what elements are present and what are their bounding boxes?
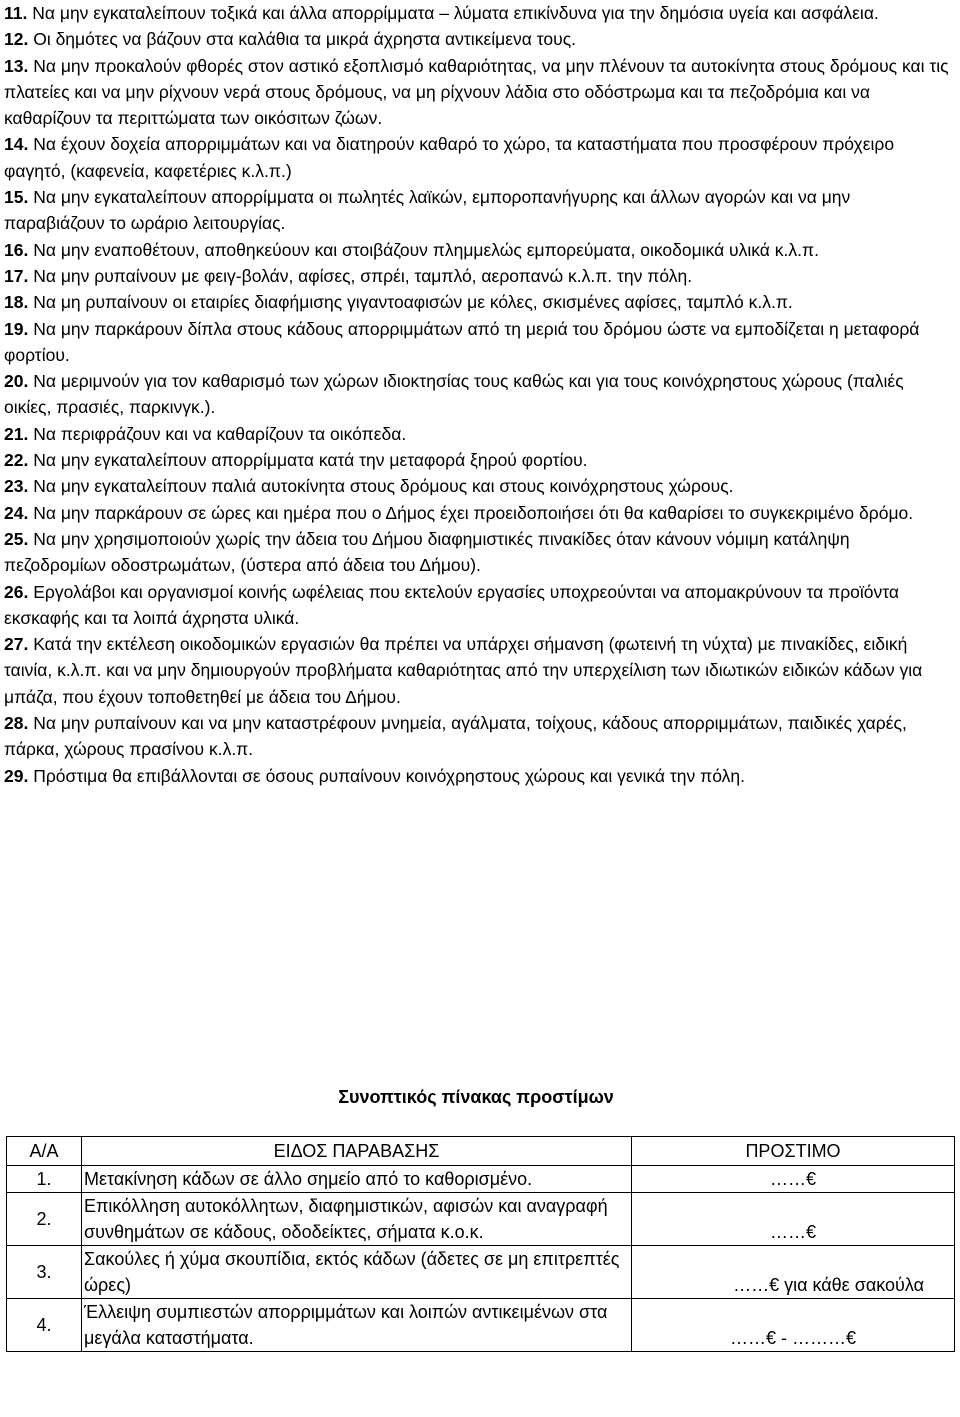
rule-number: 19. (4, 318, 29, 339)
cell-fine: ……€ για κάθε σακούλα (632, 1246, 955, 1299)
rule-item (4, 184, 952, 237)
rule-text: Να μην παρκάρουν δίπλα στους κάδους απορριμμάτων από τη μεριά του δρόμου ώστε να εμποδίζεται η μεταφορά φορτίου. (4, 318, 920, 365)
cell-aa: 1. (7, 1166, 82, 1193)
cell-aa: 3. (7, 1246, 82, 1299)
cell-fine: ……€ (632, 1193, 955, 1246)
table-row (7, 1193, 955, 1246)
cell-violation-type: Σακούλες ή χύμα σκουπίδια, εκτός κάδων (άδετες σε μη επιτρεπτές ώρες) (82, 1246, 632, 1299)
summary-table-title: Συνοπτικός πίνακας προστίμων (338, 1087, 614, 1107)
rule-number: 18. (4, 292, 29, 313)
rule-item (4, 473, 952, 499)
table-header-row (7, 1137, 955, 1166)
rule-text: Να μην χρησιμοποιούν χωρίς την άδεια του Δήμου διαφημιστικές πινακίδες όταν κάνουν νόμιμη κατάληψη πεζοδρομίων οδοστρωμάτων, (ύστερα από άδεια του Δήμου). (4, 528, 850, 576)
rule-text: Να έχουν δοχεία απορριμμάτων και να διατηρούν καθαρό το χώρο, τα καταστήματα που προσφέρουν πρόχειρο φαγητό, (καφενεία, καφετέριες κ.λ.π.) (4, 134, 895, 181)
rule-number: 17. (4, 265, 29, 286)
rule-number: 14. (4, 134, 29, 155)
rule-text: Οι δημότες να βάζουν στα καλάθια τα μικρά άχρηστα αντικείμενα τους. (33, 29, 577, 50)
rule-item (4, 263, 952, 289)
table-row (7, 1166, 955, 1193)
rule-item (4, 53, 952, 132)
fines-table (6, 1136, 955, 1352)
rule-text: Να μην εγκαταλείπουν απορρίμματα οι πωλητές λαϊκών, εμποροπανήγυρης και άλλων αγορών και να μην παραβιάζουν το ωράριο λειτουργίας. (4, 187, 851, 234)
regulations-list (4, 0, 952, 789)
cell-aa: 2. (7, 1193, 82, 1246)
rule-item (4, 526, 952, 579)
rule-text: Να μη ρυπαίνουν οι εταιρίες διαφήμισης γιγαντοαφισών με κόλες, σκισμένες αφίσες, ταμπλό κ.λ.π. (33, 292, 793, 313)
rule-item (4, 0, 952, 26)
rule-number: 20. (4, 371, 29, 392)
rule-number: 21. (4, 423, 29, 444)
rule-text: Εργολάβοι και οργανισμοί κοινής ωφέλειας που εκτελούν εργασίες υποχρεούνται να απομακρύνουν τα προϊόντα εκσκαφής και τα λοιπά άχρηστα υλικά. (4, 581, 900, 628)
rule-text: Να μην εναποθέτουν, αποθηκεύουν και στοιβάζουν πλημμελώς εμπορεύματα, οικοδομικά υλικά κ.λ.π. (33, 239, 819, 260)
rule-text: Κατά την εκτέλεση οικοδομικών εργασιών θα πρέπει να υπάρχει σήμανση (φωτεινή τη νύχτα) με πινακίδες, ειδική ταινία, κ.λ.π. και να μην δημιουργούν προβλήματα καθαριότητας από την υπερχείλιση των ιδιωτικών ειδικών κάδων για μπάζα, που έχουν τοποθετηθεί με άδεια του Δήμου. (4, 634, 923, 707)
rule-item (4, 631, 952, 710)
table-row (7, 1299, 955, 1352)
rule-number: 16. (4, 239, 29, 260)
rule-text: Να περιφράζουν και να καθαρίζουν τα οικόπεδα. (33, 423, 407, 444)
cell-violation-type: Επικόλληση αυτοκόλλητων, διαφημιστικών, αφισών και αναγραφή συνθημάτων σε κάδους, οδοδείκτες, σήματα κ.ο.κ. (82, 1193, 632, 1246)
rule-text: Να μην ρυπαίνουν με φειγ-βολάν, αφίσες, σπρέι, ταμπλό, αεροπανώ κ.λ.π. την πόλη. (33, 265, 693, 286)
rule-item (4, 500, 952, 526)
rule-number: 26. (4, 581, 29, 602)
rule-text: Πρόστιμα θα επιβάλλονται σε όσους ρυπαίνουν κοινόχρηστους χώρους και γενικά την πόλη. (33, 765, 745, 786)
rule-number: 23. (4, 476, 29, 497)
table-row (7, 1246, 955, 1299)
rule-text: Να μην εγκαταλείπουν απορρίμματα κατά την μεταφορά ξηρού φορτίου. (33, 450, 588, 471)
rule-item (4, 26, 952, 52)
rule-item (4, 710, 952, 763)
rule-number: 22. (4, 450, 29, 471)
header-fine: ΠΡΟΣΤΙΜΟ (632, 1137, 955, 1166)
rule-item (4, 421, 952, 447)
rule-number: 11. (4, 3, 28, 23)
rule-text: Να μην εγκαταλείπουν παλιά αυτοκίνητα στους δρόμους και στους κοινόχρηστους χώρους. (33, 476, 734, 497)
rule-number: 27. (4, 634, 29, 655)
rule-item (4, 237, 952, 263)
rule-item (4, 131, 952, 184)
cell-fine: ……€ (632, 1166, 955, 1193)
rule-item (4, 316, 952, 369)
rule-text: Να μην εγκαταλείπουν τοξικά και άλλα απορρίμματα – λύματα επικίνδυνα για την δημόσια υγεία και ασφάλεια. (32, 3, 879, 23)
rule-number: 29. (4, 765, 29, 786)
cell-violation-type: Έλλειψη συμπιεστών απορριμμάτων και λοιπών αντικειμένων στα μεγάλα καταστήματα. (82, 1299, 632, 1352)
header-aa: Α/Α (7, 1137, 82, 1166)
rule-item (4, 368, 952, 421)
header-violation-type: ΕΙΔΟΣ ΠΑΡΑΒΑΣΗΣ (82, 1137, 632, 1166)
rule-text: Να μην παρκάρουν σε ώρες και ημέρα που ο Δήμος έχει προειδοποιήσει ότι θα καθαρίσει το συγκεκριμένο δρόμο. (33, 502, 914, 523)
rule-item (4, 289, 952, 315)
rule-text: Να μεριμνούν για τον καθαρισμό των χώρων ιδιοκτησίας τους καθώς και για τους κοινόχρηστους χώρους (παλιές οικίες, πρασιές, παρκινγκ.). (4, 371, 904, 418)
rule-text: Να μην ρυπαίνουν και να μην καταστρέφουν μνημεία, αγάλματα, τοίχους, κάδους απορριμμάτων, παιδικές χαρές, πάρκα, χώρους πρασίνου κ.λ.π. (4, 713, 907, 760)
rule-item (4, 579, 952, 632)
rule-number: 12. (4, 29, 29, 50)
rule-number: 13. (4, 55, 29, 76)
cell-violation-type: Μετακίνηση κάδων σε άλλο σημείο από το καθορισμένο. (82, 1166, 632, 1193)
cell-aa: 4. (7, 1299, 82, 1352)
rule-text: Να μην προκαλούν φθορές στον αστικό εξοπλισμό καθαριότητας, να μην πλένουν τα αυτοκίνητα στους δρόμους και τις πλατείες και να μην ρίχνουν νερά στους δρόμους, να μη ρίχνουν λάδια στο οδόστρωμα και τα πεζοδρόμια και να καθαρίζουν τα περιττώματα των οικόσιτων ζώων. (4, 55, 949, 129)
rule-number: 24. (4, 502, 29, 523)
rule-number: 28. (4, 713, 29, 734)
rule-item (4, 763, 952, 789)
cell-fine: ……€ - ………€ (632, 1299, 955, 1352)
rule-number: 25. (4, 528, 29, 549)
rule-item (4, 447, 952, 473)
rule-number: 15. (4, 187, 29, 208)
